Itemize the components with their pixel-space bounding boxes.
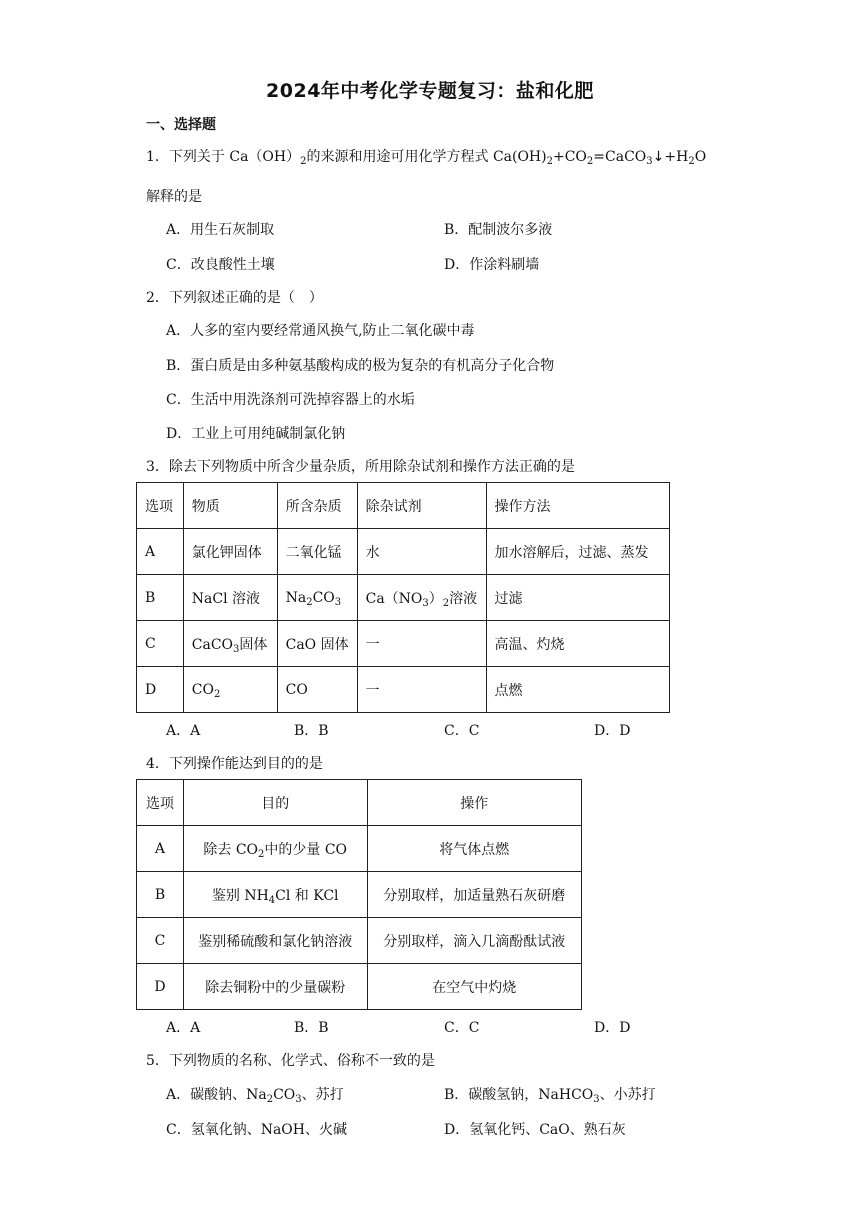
q1-stem-text-2: 的来源和用途可用化学方程式 [306, 149, 493, 165]
cell-reagent [357, 575, 486, 621]
eq-sub: 2 [688, 156, 695, 167]
formula-sub: 3 [295, 1094, 302, 1105]
option-text: CO [273, 1087, 296, 1103]
cell-option: D [137, 667, 184, 713]
q3-table [136, 482, 670, 713]
cell-operation: 分别取样，滴入几滴酚酞试液 [367, 918, 582, 964]
eq-sub: 2 [546, 156, 553, 167]
cell-substance: 氯化钾固体 [183, 529, 277, 575]
table-row [137, 826, 582, 872]
q2-option-b[interactable]: B．蛋白质是由多种氨基酸构成的极为复杂的有机高分子化合物 [166, 358, 555, 374]
cell-option: B [137, 872, 184, 918]
header-cell: 所含杂质 [277, 483, 357, 529]
q1-option-a[interactable]: A．用生石灰制取 [166, 222, 275, 238]
q2-option-c[interactable]: C．生活中用洗涤剂可洗掉容器上的水垢 [166, 392, 415, 408]
cell-option: C [137, 918, 184, 964]
formula-sub: 2 [306, 596, 313, 608]
cell-method: 加水溶解后，过滤、蒸发 [486, 529, 669, 575]
q1-option-d[interactable]: D．作涂料刷墙 [444, 257, 540, 273]
table-header-row [137, 483, 670, 529]
cell-impurity: CO [277, 667, 357, 713]
header-cell: 除杂试剂 [357, 483, 486, 529]
cell-goal: 除去铜粉中的少量碳粉 [183, 964, 367, 1010]
q5-option-a[interactable] [166, 1084, 344, 1104]
cell-operation: 分别取样，加适量熟石灰研磨 [367, 872, 582, 918]
cell-option: D [137, 964, 184, 1010]
q4-answer-a[interactable]: A．A [166, 1020, 201, 1036]
section-heading: 一、选择题 [146, 117, 216, 133]
formula-part: CO [312, 589, 335, 606]
cell-impurity: 二氧化锰 [277, 529, 357, 575]
table-row [137, 964, 582, 1010]
formula-sub: 4 [268, 894, 276, 906]
option-text: 、苏打 [301, 1087, 344, 1103]
precipitate-arrow: ↓ [652, 149, 665, 165]
cell-goal [183, 872, 367, 918]
formula-sub: 2 [258, 848, 265, 860]
q2-stem: 2．下列叙述正确的是（ ） [146, 290, 323, 306]
cell-option: A [137, 826, 184, 872]
q4-answer-d[interactable]: D．D [594, 1020, 631, 1036]
cell-method: 高温、灼烧 [486, 621, 669, 667]
formula-part: Cl 和 KCl [275, 887, 339, 904]
cell-goal [183, 826, 367, 872]
eq-sub: 2 [586, 156, 594, 167]
eq-sub: 3 [646, 156, 653, 167]
formula-part: 固体 [239, 636, 268, 653]
q5-option-b[interactable] [444, 1084, 656, 1104]
table-header-row [137, 780, 582, 826]
q1-option-b[interactable]: B．配制波尔多液 [444, 222, 553, 238]
header-cell: 目的 [183, 780, 367, 826]
q3-answer-a[interactable]: A．A [166, 723, 201, 739]
q1-option-c[interactable]: C．改良酸性土壤 [166, 257, 275, 273]
formula-part: CaCO [191, 636, 234, 653]
q1-stem-continued: 解释的是 [146, 189, 202, 205]
cell-option: A [137, 529, 184, 575]
table-row [137, 575, 670, 621]
q4-table [136, 779, 582, 1010]
cell-reagent: 水 [357, 529, 486, 575]
q5-option-c[interactable]: C．氢氧化钠、NaOH、火碱 [166, 1122, 347, 1138]
eq-part: +CO [552, 149, 587, 165]
formula-part: 中的少量 CO [264, 841, 348, 858]
cell-method: 点燃 [486, 667, 669, 713]
cell-option: C [137, 621, 184, 667]
q3-stem: 3．除去下列物质中所含少量杂质，所用除杂试剂和操作方法正确的是 [146, 459, 575, 475]
q1-equation [493, 149, 706, 165]
table-row [137, 872, 582, 918]
formula-part: CO [191, 681, 214, 698]
cell-operation: 在空气中灼烧 [367, 964, 582, 1010]
formula-sub: 2 [266, 1094, 274, 1105]
cell-operation: 将气体点燃 [367, 826, 582, 872]
cell-substance [183, 621, 277, 667]
cell-method: 过滤 [486, 575, 669, 621]
eq-part: O [694, 149, 707, 165]
cell-goal: 鉴别稀硫酸和氯化钠溶液 [183, 918, 367, 964]
header-cell: 选项 [137, 780, 184, 826]
formula-part: 除去 CO [203, 841, 259, 858]
formula-part: ） [428, 590, 443, 607]
formula-sub: 3 [233, 643, 240, 655]
formula-sub: 2 [213, 688, 221, 700]
q3-answer-d[interactable]: D．D [594, 723, 631, 739]
q4-answer-b[interactable]: B．B [294, 1020, 329, 1036]
formula-sub: 3 [593, 1094, 600, 1105]
q2-option-d[interactable]: D．工业上可用纯碱制氯化钠 [166, 426, 346, 442]
q1-stem-text: 1．下列关于 Ca（OH） [146, 149, 301, 165]
formula-sub: 3 [422, 597, 429, 609]
header-cell: 操作方法 [486, 483, 669, 529]
cell-substance: NaCl 溶液 [183, 575, 277, 621]
formula-sub: 3 [334, 596, 342, 608]
cell-substance [183, 667, 277, 713]
cell-option: B [137, 575, 184, 621]
header-cell: 操作 [367, 780, 582, 826]
cell-reagent: 一 [357, 667, 486, 713]
table-row [137, 529, 670, 575]
q3-answer-b[interactable]: B．B [294, 723, 329, 739]
q4-stem: 4．下列操作能达到目的的是 [146, 756, 323, 772]
eq-part: =CaCO [593, 149, 647, 165]
q4-answer-c[interactable]: C．C [444, 1020, 480, 1036]
header-cell: 物质 [183, 483, 277, 529]
table-row [137, 667, 670, 713]
eq-part: +H [664, 149, 689, 165]
cell-reagent: 一 [357, 621, 486, 667]
q3-answer-c[interactable]: C．C [444, 723, 480, 739]
formula-part: Na [285, 589, 307, 606]
table-row [137, 918, 582, 964]
table-row [137, 621, 670, 667]
q5-option-d[interactable]: D．氢氧化钙、CaO、熟石灰 [444, 1122, 626, 1138]
q2-option-a[interactable]: A．人多的室内要经常通风换气,防止二氧化碳中毒 [166, 323, 475, 339]
cell-impurity: CaO 固体 [277, 621, 357, 667]
formula-part: 鉴别 NH [211, 887, 269, 904]
document-title: 2024年中考化学专题复习：盐和化肥 [266, 80, 594, 102]
eq-part: Ca(OH) [492, 149, 547, 165]
formula-part: 溶液 [449, 590, 478, 607]
cell-impurity [277, 575, 357, 621]
formula-part: Ca（NO [365, 590, 423, 607]
header-cell: 选项 [137, 483, 184, 529]
option-text: B．碳酸氢钠，NaHCO [444, 1087, 594, 1103]
formula-sub: 2 [442, 597, 450, 609]
q1-stem [146, 146, 706, 166]
option-text: 、小苏打 [599, 1087, 656, 1103]
q1-stem-subscript: 2 [300, 156, 307, 167]
q5-stem: 5．下列物质的名称、化学式、俗称不一致的是 [146, 1053, 435, 1069]
option-text: A．碳酸钠、Na [166, 1087, 267, 1103]
